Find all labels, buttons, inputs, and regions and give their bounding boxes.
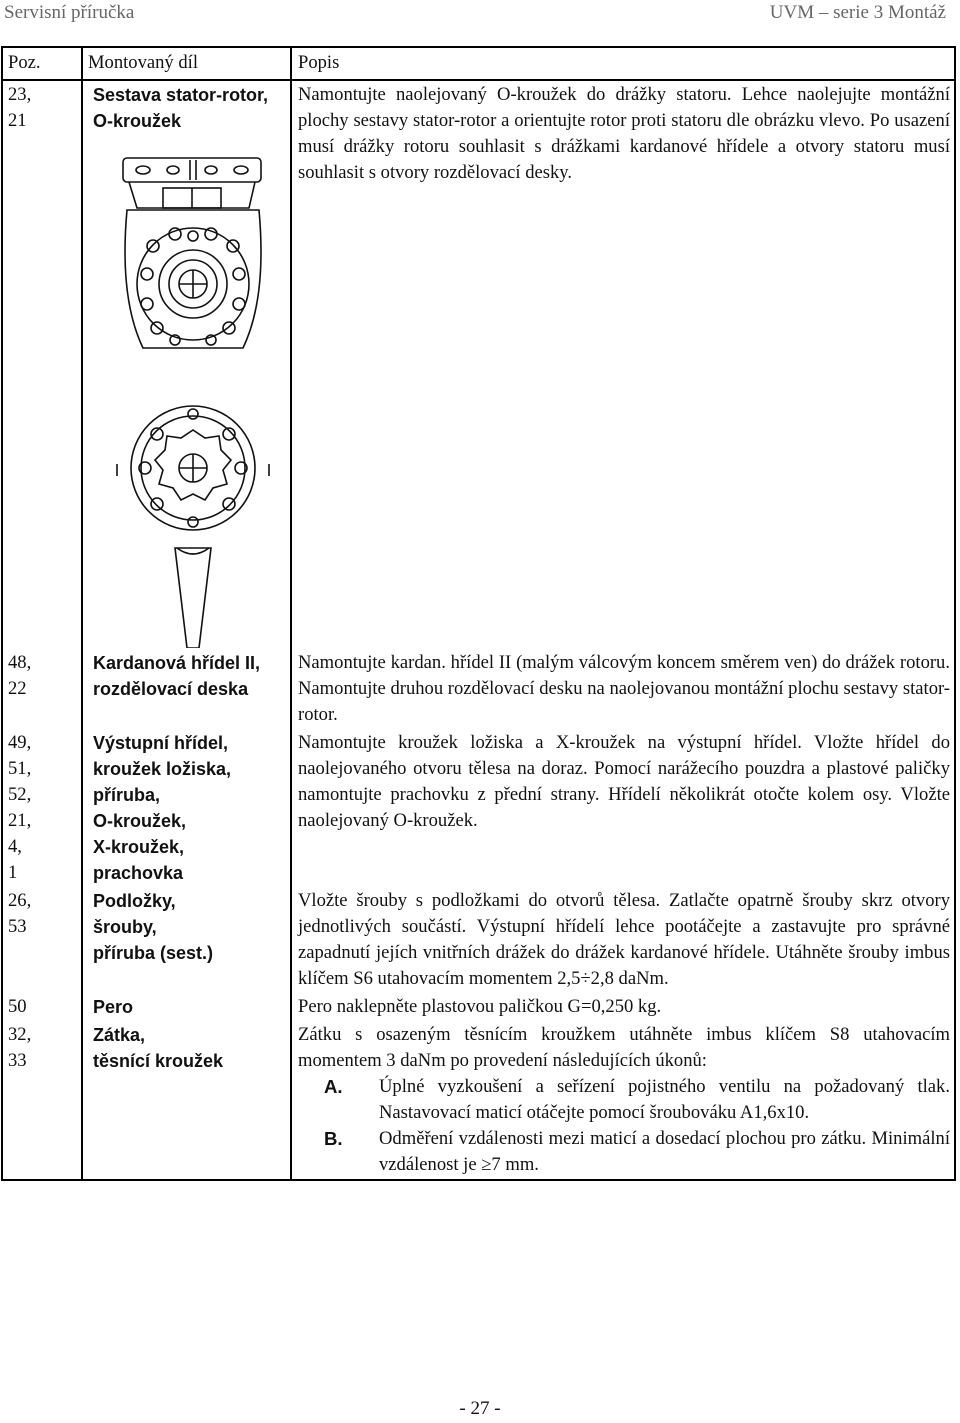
column-header-part: Montovaný díl: [82, 47, 291, 80]
table-header-row: [2, 47, 955, 80]
step-label: B.: [324, 1128, 343, 1149]
page-header: [0, 0, 960, 36]
row-description: Namontujte naolejovaný O-kroužek do drážky statoru. Lehce naolejujte montážní plochy sestavy stator-rotor a orientujte rotor proti statoru dle obrázku vlevo. Po usazení musí drážky rotoru souhlasit s drážkami kardanové hřídele a otvory statoru musí souhlasit s otvory rozdělovací desky.: [291, 80, 955, 649]
stator-rotor-assembly-drawing-icon: [113, 148, 273, 648]
row-position: 23, 21: [8, 84, 32, 131]
row-position: 50: [8, 996, 27, 1017]
column-header-description: Popis: [291, 47, 955, 80]
table-row: [2, 887, 955, 993]
step-text: Úplné vyzkoušení a seřízení pojistného ventilu na požadovaný tlak. Nastavovací maticí otáčejte pomocí šroubováku A1,6x10.: [379, 1076, 950, 1123]
table-row: [2, 80, 955, 649]
row-part: Podložky, šrouby, příruba (sest.): [93, 891, 214, 963]
list-item: [298, 1126, 950, 1178]
row-part: Výstupní hřídel, kroužek ložiska, příruba, O-kroužek, X-kroužek, prachovka: [93, 733, 232, 883]
list-item: [298, 1074, 950, 1126]
row-part: Sestava stator-rotor, O-kroužek: [93, 85, 269, 131]
row-position: 48, 22: [8, 652, 32, 699]
page-number: - 27 -: [459, 1398, 501, 1419]
row-description: Zátku s osazeným těsnícím kroužkem utáhněte imbus klíčem S8 utahovacím momentem 3 daNm po provedení následujících úkonů:: [298, 1024, 950, 1071]
row-position: 49, 51, 52, 21, 4, 1: [8, 732, 32, 883]
row-position: 26, 53: [8, 890, 32, 937]
step-list: [298, 1074, 950, 1178]
row-part: Zátka, těsnící kroužek: [93, 1025, 224, 1071]
row-part: Kardanová hřídel II, rozdělovací deska: [93, 653, 261, 699]
assembly-table: [1, 46, 956, 1181]
header-right-title: UVM – serie 3 Montáž: [769, 2, 946, 23]
column-header-position: Poz.: [2, 47, 82, 80]
step-label: A.: [324, 1076, 343, 1097]
row-description: Vložte šrouby s podložkami do otvorů tělesa. Zatlačte opatrně šrouby skrz otvory jednotlivých součástí. Výstupní hřídelí lehce pootáčejte a zastavujte pro správné zapadnutí jejích vnitřních drážek do drážek kardanové hřídele. Utáhněte šrouby imbus klíčem S6 utahovacím momentem 2,5÷2,8 daNm.: [291, 887, 955, 993]
row-description: Namontujte kardan. hřídel II (malým válcovým koncem směrem ven) do drážek rotoru. Namontujte druhou rozdělovací desku na naolejovanou montážní plochu sestavy stator-rotor.: [291, 649, 955, 729]
header-left-title: Servisní příručka: [4, 2, 135, 23]
row-description: Pero naklepněte plastovou paličkou G=0,250 kg.: [291, 993, 955, 1021]
table-row: [2, 649, 955, 729]
row-description: Namontujte kroužek ložiska a X-kroužek na výstupní hřídel. Vložte hřídel do naolejovaného otvoru tělesa na doraz. Pomocí narážecího pouzdra a plastové paličky namontujte prachovku z přední strany. Hřídelí několikrát otočte kolem osy. Vložte naolejovaný O-kroužek.: [291, 729, 955, 887]
table-row: [2, 993, 955, 1021]
row-part: Pero: [93, 997, 134, 1017]
table-row: [2, 729, 955, 887]
step-text: Odměření vzdálenosti mezi maticí a dosedací plochou pro zátku. Minimální vzdálenost je ≥7 mm.: [379, 1128, 950, 1175]
row-position: 32, 33: [8, 1024, 32, 1071]
table-row: [2, 1021, 955, 1180]
